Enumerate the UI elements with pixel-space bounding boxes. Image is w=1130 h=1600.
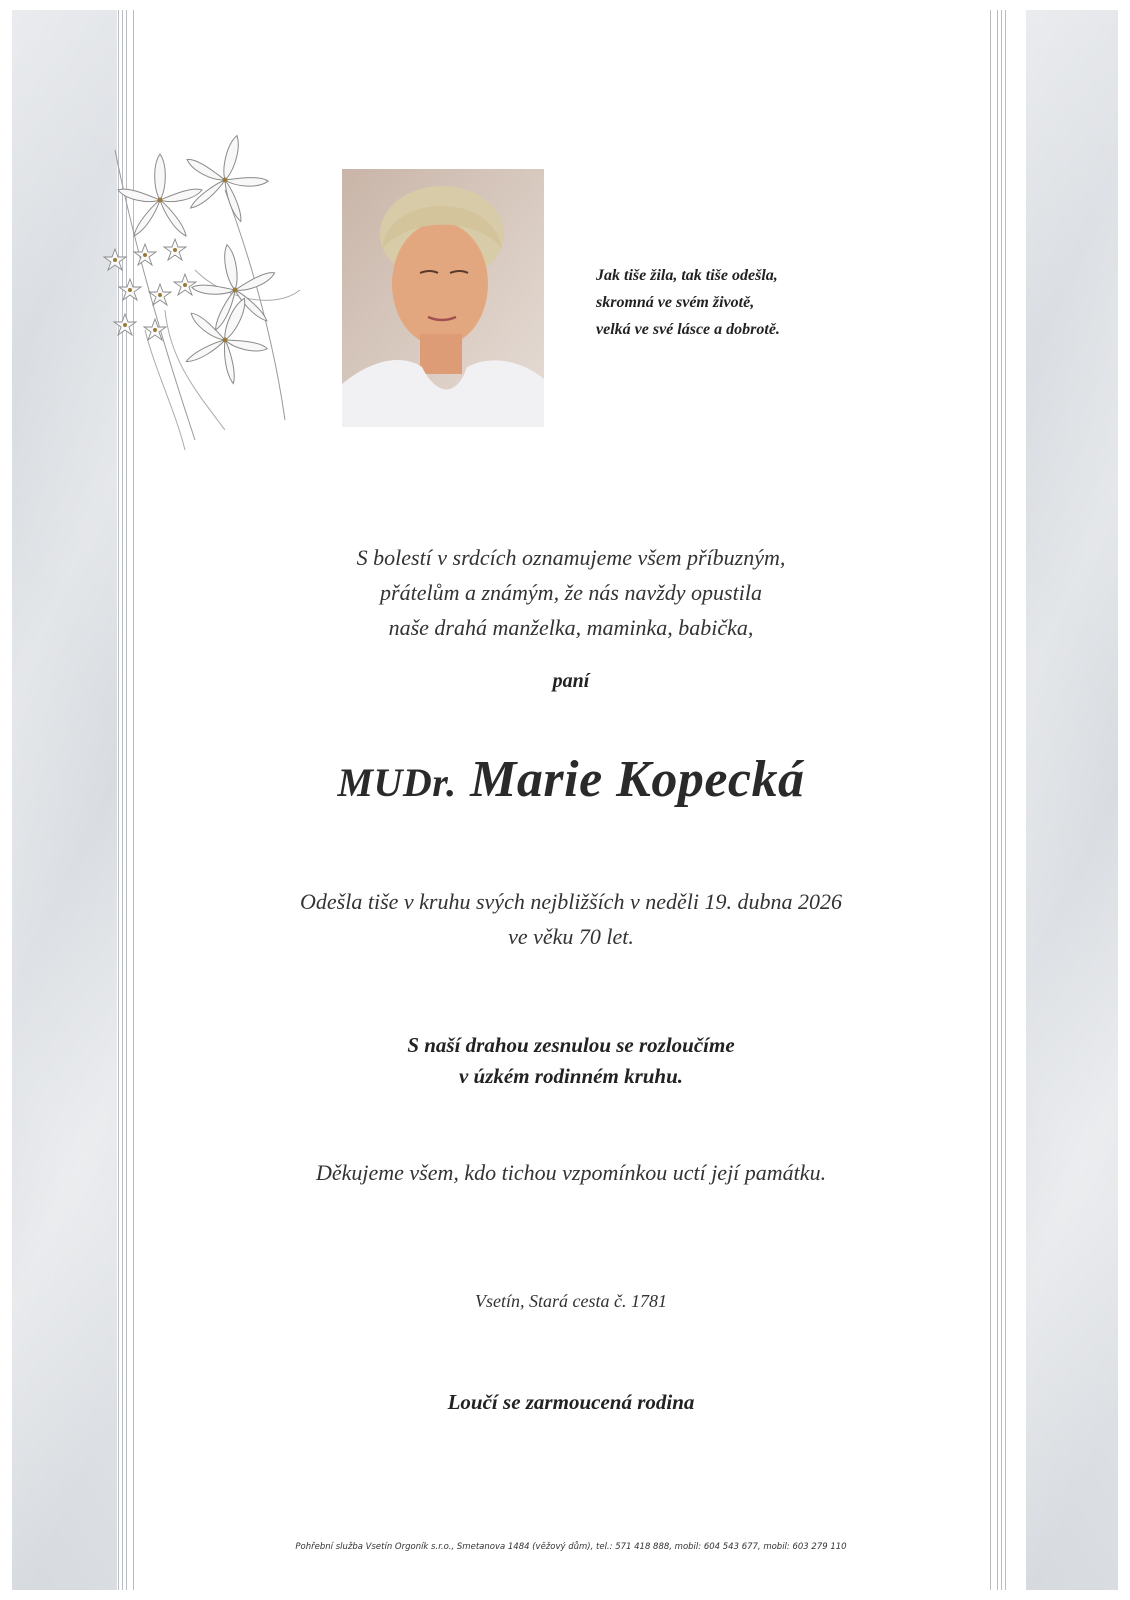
age-line: ve věku 70 let. [508,924,634,949]
poem-line: Jak tiše žila, tak tiše odešla, [596,267,778,284]
announcement-line: naše drahá manželka, maminka, babička, [388,615,754,640]
deceased-name [137,750,1005,809]
family-signature: Loučí se zarmoucená rodina [447,1390,695,1414]
border-line [1005,10,1006,1590]
full-name: Marie Kopecká [470,751,805,808]
funeral-line: v úzkém rodinném kruhu. [458,1064,684,1088]
academic-title: MUDr. [337,760,457,805]
funeral-info [137,1030,1005,1092]
lily-bouquet-illustration [75,130,305,460]
poem-line: velká ve své lásce a dobrotě. [596,321,780,338]
memorial-poem [596,262,896,343]
marble-border-right [1026,10,1118,1590]
portrait-photo [342,169,544,427]
salutation: paní [552,670,590,692]
announcement-line: přátelům a známým, že nás navždy opustila [380,580,762,605]
announcement-line: S bolestí v srdcích oznamujeme všem příbuzným, [356,545,786,570]
death-date-line: Odešla tiše v kruhu svých nejbližších v neděli 19. dubna 2026 [300,889,842,914]
announcement-text [137,540,1005,645]
thanks-line: Děkujeme všem, kdo tichou vzpomínkou uctí její památku. [315,1160,827,1185]
funeral-service-footer: Pohřební služba Vsetín Orgoník s.r.o., Smetanova 1484 (věžový dům), tel.: 571 418 888, mobil: 604 543 677, mobil: 603 279 110 [295,1542,847,1552]
poem-line: skromná ve svém životě, [596,294,755,311]
address-line: Vsetín, Stará cesta č. 1781 [475,1291,667,1311]
funeral-line: S naší drahou zesnulou se rozloučíme [407,1033,735,1057]
death-details [137,884,1005,954]
